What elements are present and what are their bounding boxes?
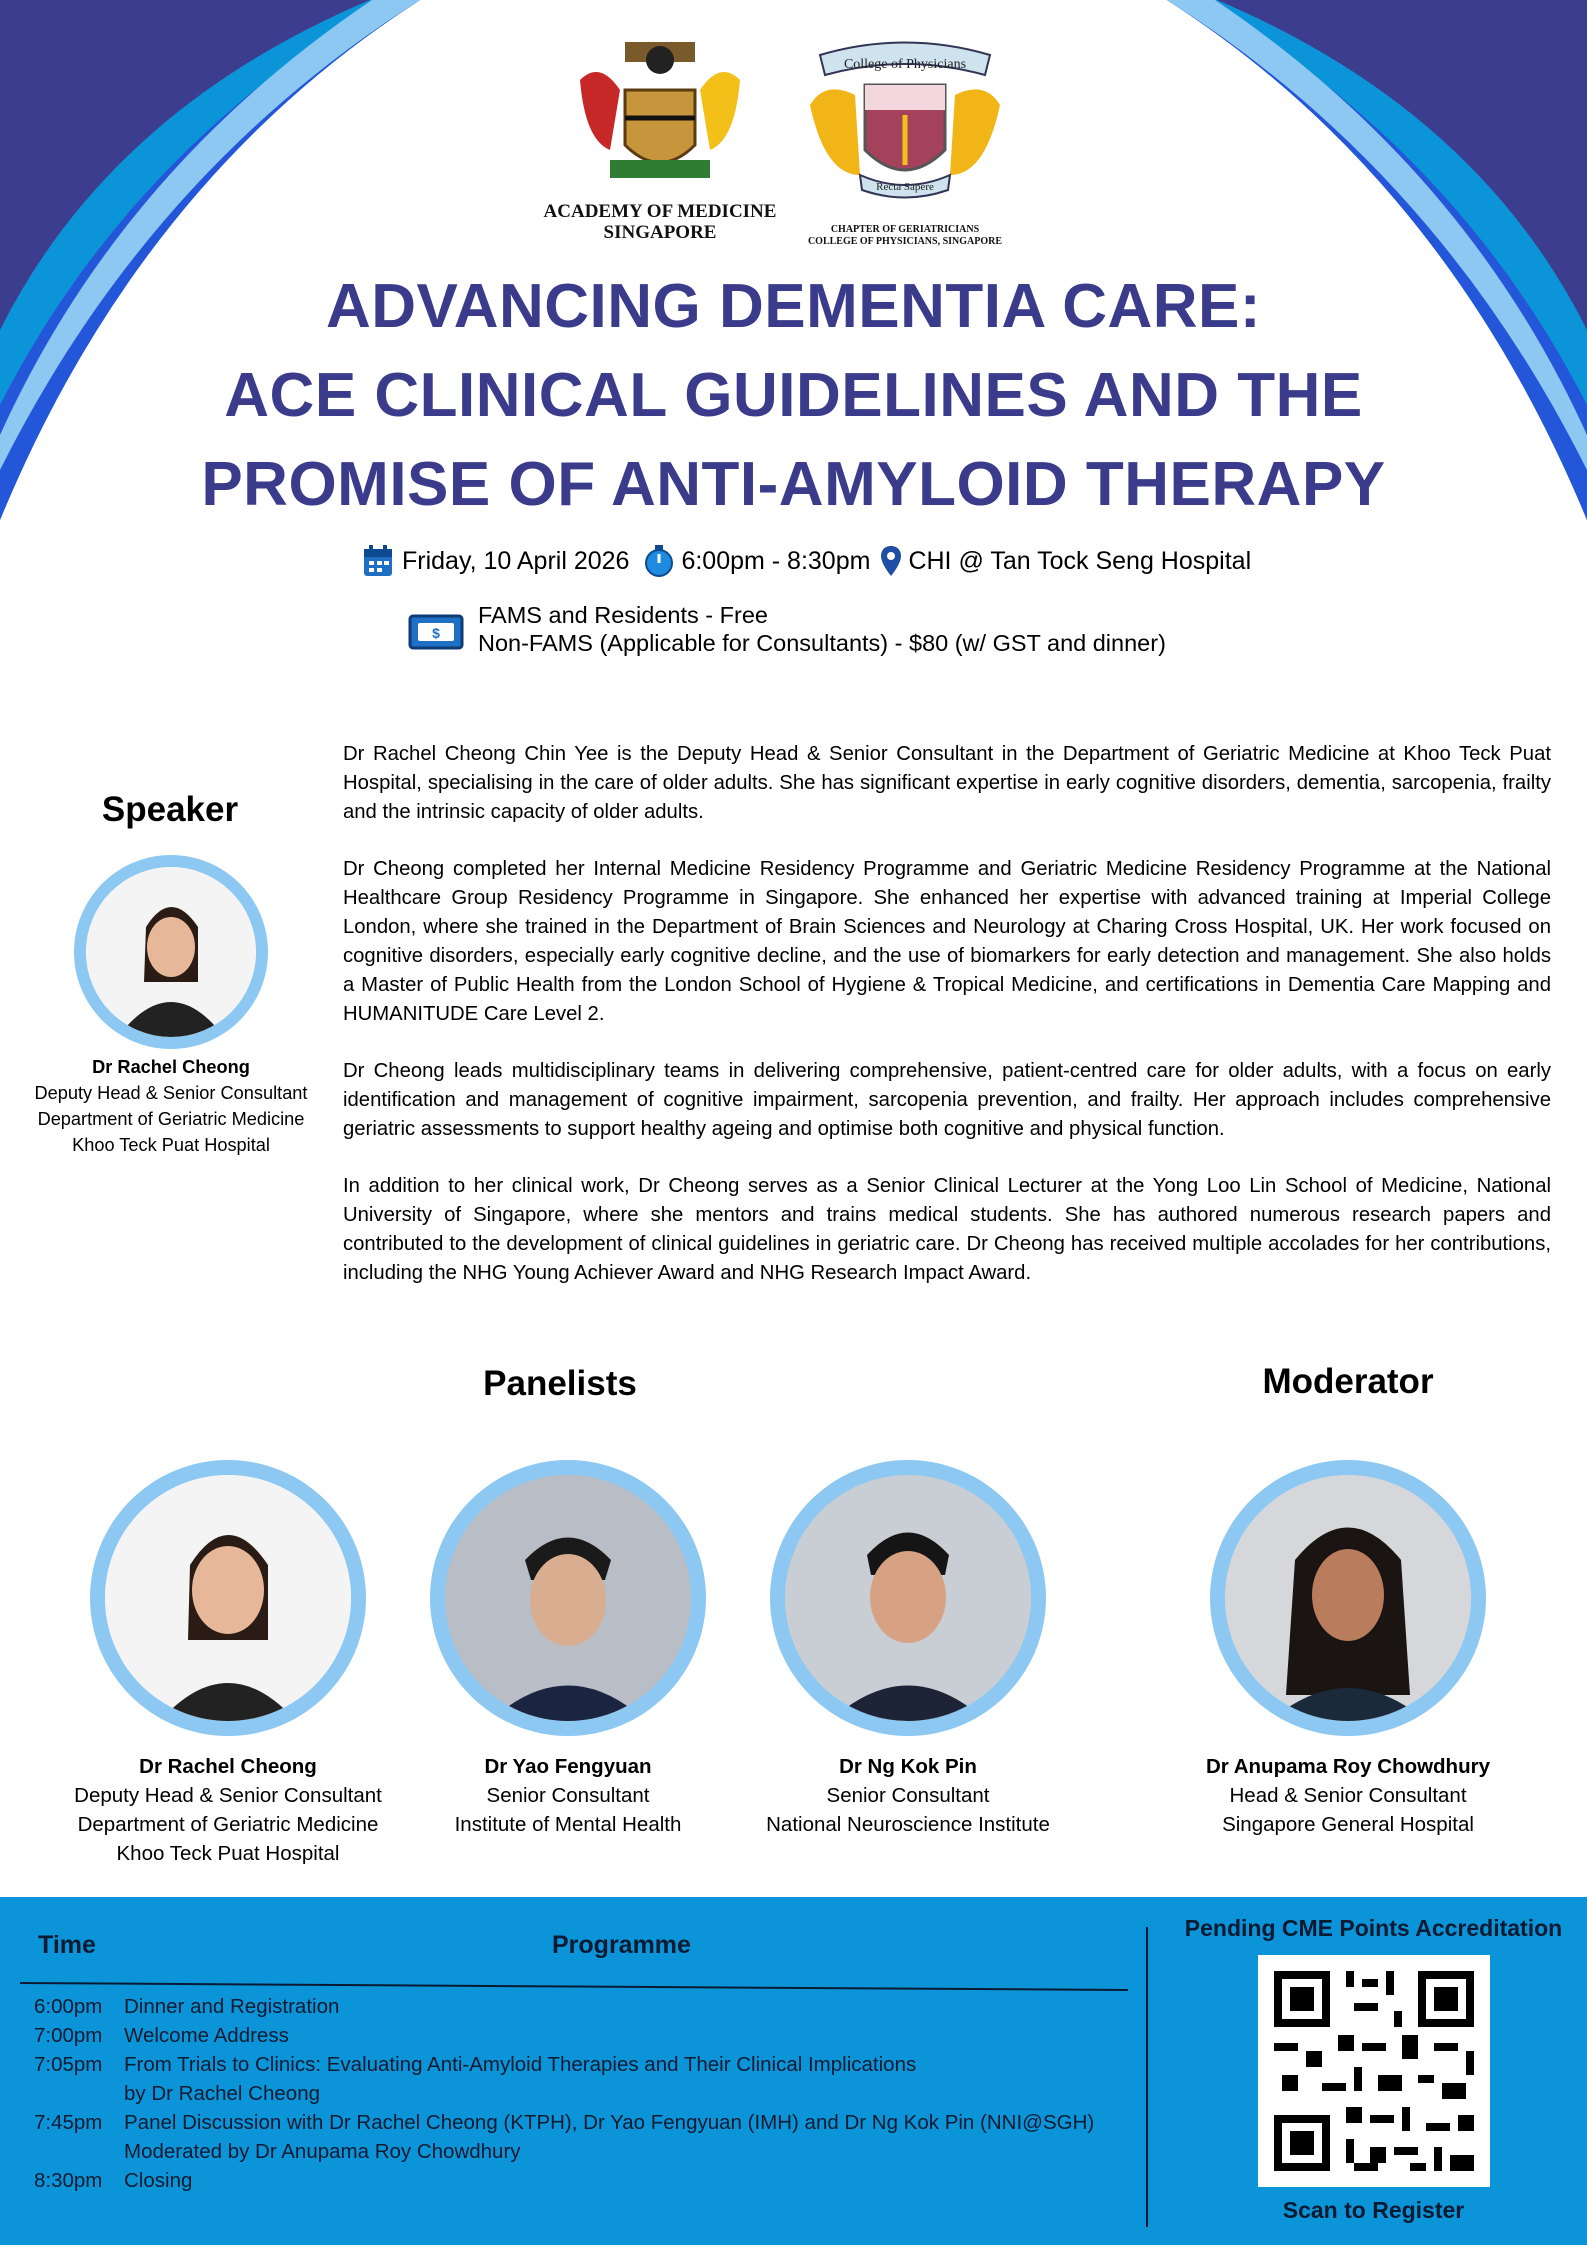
register-qr-code[interactable]: [1258, 1955, 1490, 2187]
bio-paragraph: Dr Cheong leads multidisciplinary teams in delivering comprehensive, patient-centred care for older adults, with a focus on early identification and management of cognitive impairment, sarcopenia prevention, and frailty. Her approach includes comprehensive geriatric assessments to support healthy ageing and optimise both cognitive and physical function.: [343, 1060, 1551, 1140]
speaker-heading: Speaker: [101, 790, 239, 829]
panelist-line: National Neuroscience Institute: [766, 1813, 1050, 1836]
money-icon: [408, 614, 464, 650]
academy-crest-icon: [540, 30, 780, 190]
programme-header: Programme: [552, 1931, 691, 1959]
event-date: Friday, 10 April 2026: [402, 546, 630, 575]
speaker-name: Dr Rachel Cheong: [92, 1057, 250, 1077]
row-time: 8:30pm: [34, 2169, 103, 2192]
college-motto-text: Recta Sapere: [876, 181, 934, 193]
portrait-icon: [785, 1475, 1031, 1721]
portrait-icon: [445, 1475, 691, 1721]
bio-paragraph: Dr Rachel Cheong Chin Yee is the Deputy Head & Senior Consultant in the Department of Geriatric Medicine at Khoo Teck Puat Hospital, specialising in the care of older adults. She has significant expertise in early cognitive disorders, dementia, sarcopenia, frailty and the intrinsic capacity of older adults.: [343, 743, 1551, 823]
college-logo-line1: CHAPTER OF GERIATRICIANS: [830, 224, 980, 235]
panelist-line: Senior Consultant: [486, 1784, 650, 1807]
row-item: From Trials to Clinics: Evaluating Anti-Amyloid Therapies and Their Clinical Implications: [124, 2053, 917, 2076]
programme-row: [34, 2024, 289, 2048]
event-time: 6:00pm - 8:30pm: [681, 546, 871, 575]
row-item: Moderated by Dr Anupama Roy Chowdhury: [124, 2140, 521, 2163]
scan-to-register-text: Scan to Register: [1282, 2197, 1465, 2223]
programme-row: [34, 2140, 521, 2164]
row-time: 7:45pm: [34, 2111, 103, 2134]
college-of-physicians-logo: [800, 35, 1010, 245]
speaker-org: Khoo Teck Puat Hospital: [72, 1135, 270, 1155]
college-banner-text: College of Physicians: [843, 57, 967, 72]
panelist-photo-ng-kok-pin: [770, 1460, 1046, 1736]
academy-of-medicine-logo: [540, 30, 780, 245]
fee-line-fams: FAMS and Residents - Free: [478, 602, 768, 628]
moderator-photo-anupama-roy-chowdhury: [1210, 1460, 1486, 1736]
portrait-icon: [1225, 1475, 1471, 1721]
row-item: by Dr Rachel Cheong: [124, 2082, 320, 2105]
row-time: [34, 2140, 124, 2164]
panelists-heading: Panelists: [483, 1364, 637, 1403]
row-item: Panel Discussion with Dr Rachel Cheong (KTPH), Dr Yao Fengyuan (IMH) and Dr Ng Kok Pin (NNI@SGH): [124, 2111, 1095, 2134]
event-title-line1: ADVANCING DEMENTIA CARE:: [325, 272, 1262, 341]
row-item: Closing: [124, 2169, 193, 2192]
portrait-icon: [105, 1475, 351, 1721]
panelist-name: Dr Yao Fengyuan: [484, 1755, 652, 1778]
programme-row: [34, 2111, 1094, 2135]
moderator-card: [1150, 1752, 1546, 1839]
row-item: Dinner and Registration: [124, 1995, 340, 2018]
event-title-line2: ACE CLINICAL GUIDELINES AND THE: [224, 361, 1363, 430]
panelist-name: Dr Ng Kok Pin: [839, 1755, 977, 1778]
panelist-line: Department of Geriatric Medicine: [77, 1813, 379, 1836]
stopwatch-icon: [643, 544, 675, 578]
panelist-line: Institute of Mental Health: [454, 1813, 682, 1836]
speaker-role: Deputy Head & Senior Consultant: [34, 1083, 308, 1103]
cme-accreditation-text: Pending CME Points Accreditation: [1184, 1915, 1563, 1941]
calendar-icon: [362, 544, 394, 578]
panelist-card-yao-fengyuan: [400, 1752, 736, 1839]
panelist-photo-rachel-cheong: [90, 1460, 366, 1736]
panelist-line: Khoo Teck Puat Hospital: [116, 1842, 340, 1865]
row-time: 6:00pm: [34, 1995, 103, 2018]
bio-paragraph: In addition to her clinical work, Dr Cheong serves as a Senior Clinical Lecturer at the Yong Loo Lin School of Medicine, National University of Singapore, where she mentors and trains medical students. She has authored numerous research papers and contributed to the development of clinical guidelines in geriatric care. Dr Cheong has received multiple accolades for her contributions, including the NHG Young Achiever Award and NHG Research Impact Award.: [343, 1175, 1551, 1284]
event-fees: [478, 601, 1166, 657]
programme-time-header: Time: [38, 1931, 96, 1959]
academy-logo-line2: SINGAPORE: [603, 222, 717, 243]
programme-header-rule: [20, 1981, 1130, 1993]
programme-section: [0, 1897, 1587, 2245]
speaker-bio: [343, 740, 1551, 1316]
programme-row: [34, 2169, 192, 2193]
bio-paragraph: Dr Cheong completed her Internal Medicine Residency Programme and Geriatric Medicine Residency Programme at the National Healthcare Group Residency Programme in Singapore. She enhanced her expertise with advanced training at Imperial College London, where she trained in the Department of Brain Sciences and Neurology at Charing Cross Hospital, UK. Her work focused on cognitive disorders, especially early cognitive decline, and the use of biomarkers for early detection and management. She also holds a Master of Public Health from the London School of Hygiene & Tropical Medicine, and certifications in Dementia Care Mapping and HUMANITUDE Care Level 2.: [343, 858, 1551, 1025]
event-details-line: [362, 543, 1251, 579]
panelist-name: Dr Rachel Cheong: [139, 1755, 317, 1778]
row-time: [34, 2082, 124, 2106]
panelist-card-ng-kok-pin: [740, 1752, 1076, 1839]
event-title-line3: PROMISE OF ANTI-AMYLOID THERAPY: [201, 450, 1386, 519]
moderator-name: Dr Anupama Roy Chowdhury: [1206, 1755, 1490, 1778]
speaker-dept: Department of Geriatric Medicine: [37, 1109, 305, 1129]
moderator-heading: Moderator: [1262, 1362, 1434, 1401]
programme-divider: [1146, 1927, 1148, 2227]
academy-logo-line1: ACADEMY OF MEDICINE: [543, 201, 777, 222]
moderator-line: Head & Senior Consultant: [1229, 1784, 1467, 1807]
panelist-photo-yao-fengyuan: [430, 1460, 706, 1736]
location-pin-icon: [880, 545, 902, 577]
speaker-card: [20, 1054, 322, 1158]
speaker-photo: [74, 855, 268, 1049]
row-item: Welcome Address: [124, 2024, 289, 2047]
fee-line-non-fams: Non-FAMS (Applicable for Consultants) - $80 (w/ GST and dinner): [478, 630, 1166, 656]
panelist-line: Senior Consultant: [826, 1784, 990, 1807]
programme-row: [34, 2082, 320, 2106]
college-logo-line2: COLLEGE OF PHYSICIANS, SINGAPORE: [807, 236, 1003, 247]
panelist-card-rachel-cheong: [40, 1752, 416, 1868]
programme-row: [34, 1995, 339, 2019]
programme-row: [34, 2053, 916, 2077]
panelist-line: Deputy Head & Senior Consultant: [74, 1784, 382, 1807]
row-time: 7:00pm: [34, 2024, 103, 2047]
event-venue: CHI @ Tan Tock Seng Hospital: [908, 546, 1252, 575]
qr-code-icon: [1258, 1955, 1490, 2187]
college-crest-icon: [800, 35, 1010, 205]
row-time: 7:05pm: [34, 2053, 103, 2076]
svg-text:$: $: [432, 625, 440, 641]
moderator-line: Singapore General Hospital: [1222, 1813, 1474, 1836]
speaker-portrait-icon: [86, 867, 256, 1037]
